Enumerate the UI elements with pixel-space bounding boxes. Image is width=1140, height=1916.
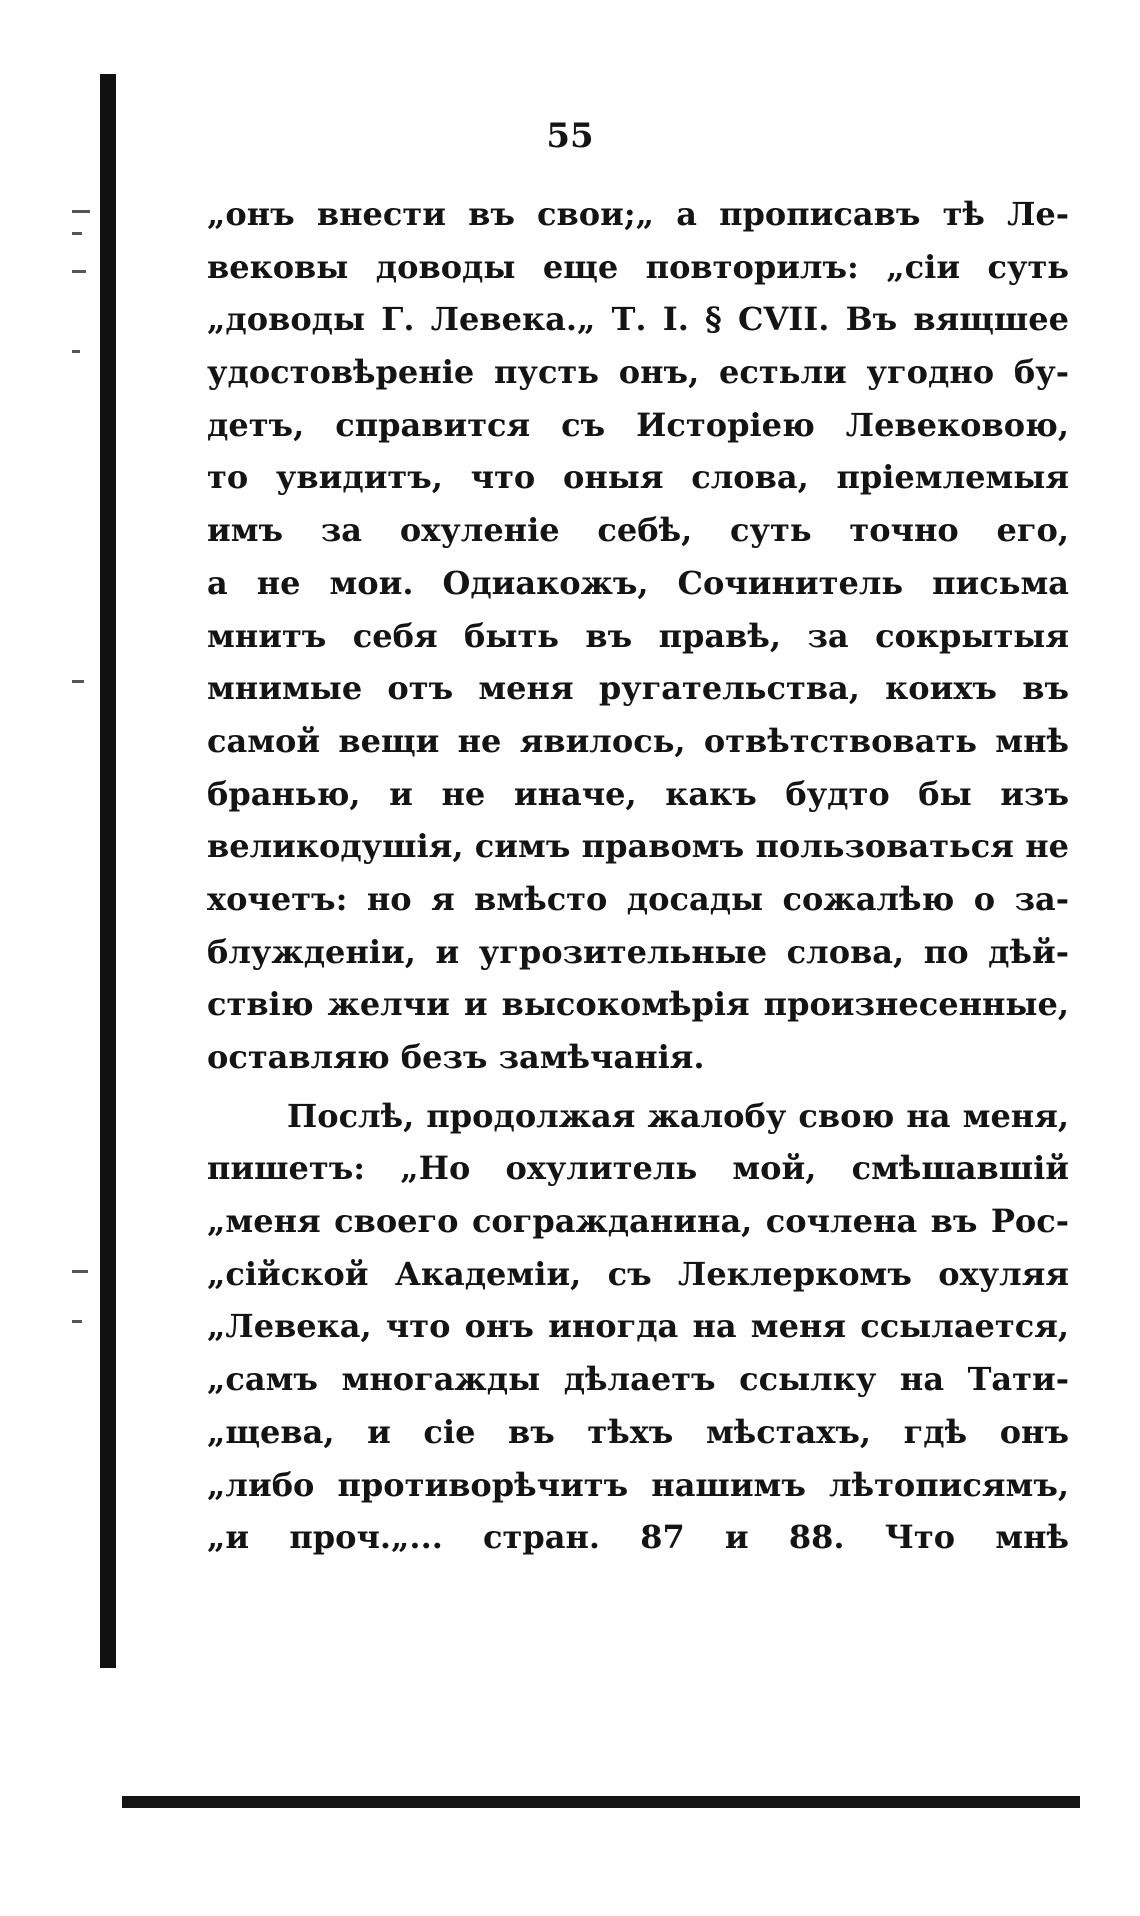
text-line: пишетъ: „Но охулитель мой, смѣшавшій xyxy=(207,1149,1069,1188)
text-line: мнимые отъ меня ругательства, коихъ въ xyxy=(207,669,1069,708)
body-text xyxy=(207,188,1069,1564)
text-line: то увидитъ, что оныя слова, пріемлемыя xyxy=(207,458,1069,497)
text-line: „Левека, что онъ иногда на меня ссылается, xyxy=(207,1307,1069,1346)
text-line: „онъ внести въ свои;„ а прописавъ тѣ Ле- xyxy=(207,195,1069,233)
text-line: самой вещи не явилось, отвѣтствовать мнѣ xyxy=(207,721,1069,760)
text-line: детъ, справится съ Исторіею Левековою, xyxy=(207,405,1069,444)
text-line: „меня своего согражданина, сочлена въ Рос- xyxy=(207,1202,1069,1241)
text-line: „доводы Г. Левека.„ Т. I. § CVII. Въ вящшее xyxy=(207,300,1069,339)
text-line: „и проч.„... стран. 87 и 88. Что мнѣ xyxy=(207,1518,1069,1557)
text-line: „сійской Академіи, съ Леклеркомъ охуляя xyxy=(207,1254,1069,1293)
text-line: вековы доводы еще повторилъ: „сіи суть xyxy=(207,247,1069,286)
paragraph-1 xyxy=(207,188,1069,1084)
text-line: блужденіи, и угрозительные слова, по дѣй- xyxy=(207,932,1069,971)
text-line: ствію желчи и высокомѣрія произнесенные, xyxy=(207,985,1069,1024)
text-line: великодушія, симъ правомъ пользоваться не xyxy=(207,827,1069,866)
text-line: „самъ многажды дѣлаетъ ссылку на Тати- xyxy=(207,1360,1069,1399)
text-line: имъ за охуленіе себѣ, суть точно его, xyxy=(207,511,1069,550)
text-line: оставляю безъ замѣчанія. xyxy=(207,1038,705,1076)
text-line: хочетъ: но я вмѣсто досады сожалѣю о за- xyxy=(207,879,1069,918)
text-line: Послѣ, продолжая жалобу свою на меня, xyxy=(287,1096,1069,1135)
text-line: мнитъ себя быть въ правѣ, за сокрытыя xyxy=(207,616,1069,655)
left-margin-rule xyxy=(100,74,116,1668)
bottom-rule xyxy=(122,1796,1080,1808)
text-line: удостовѣреніе пусть онъ, естьли угодно бу- xyxy=(207,353,1069,392)
text-line: „либо противорѣчитъ нашимъ лѣтописямъ, xyxy=(207,1465,1069,1504)
page-number: 55 xyxy=(546,116,594,156)
paragraph-2 xyxy=(207,1090,1069,1564)
text-line: а не мои. Одиакожъ, Сочинитель письма xyxy=(207,563,1069,602)
text-line: „щева, и сіе въ тѣхъ мѣстахъ, гдѣ онъ xyxy=(207,1412,1069,1451)
text-line: бранью, и не иначе, какъ будто бы изъ xyxy=(207,774,1069,813)
left-margin-specks xyxy=(72,210,98,1410)
